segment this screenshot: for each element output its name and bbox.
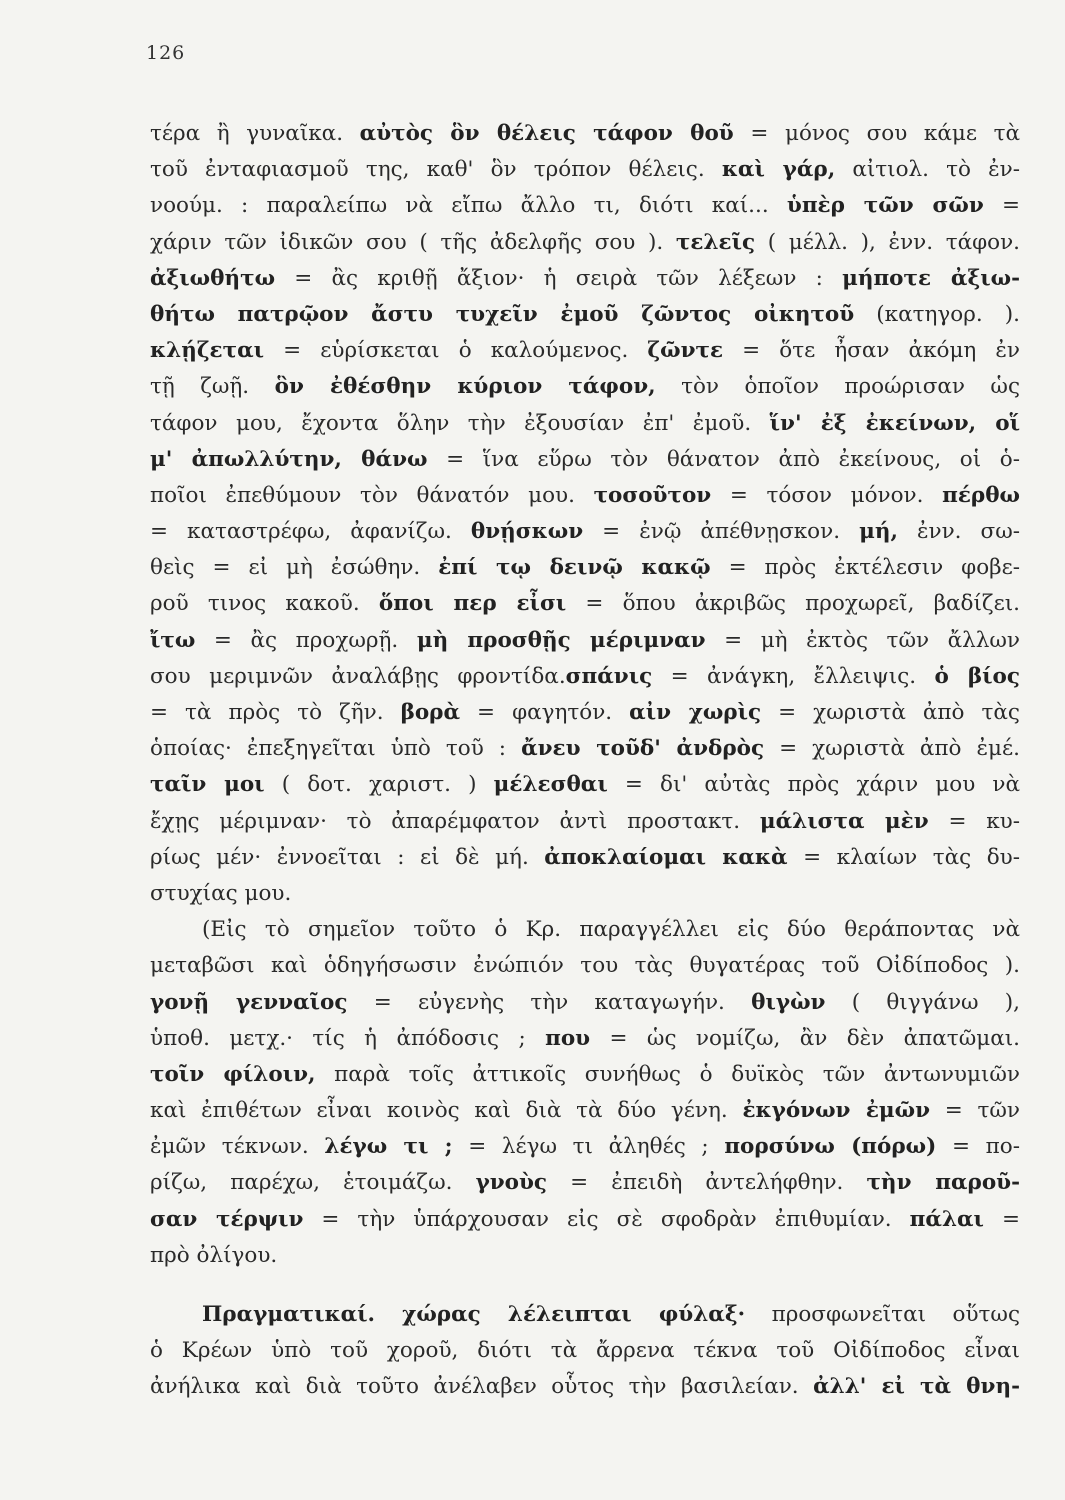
text-line: θεὶς = εἰ μὴ ἐσώθην. ἐπί τῳ δεινῷ κακῷ = πρὸς ἐκτέλεσιν φοβε- xyxy=(150,555,1020,581)
text-line: στυχίας μου. xyxy=(150,880,292,906)
text-line: ἀνήλικα καὶ διὰ τοῦτο ἀνέλαβεν οὗτος τὴν βασιλείαν. ἀλλ' εἰ τὰ θνη- xyxy=(150,1374,1020,1400)
text-line: ἐμῶν τέκνων. λέγω τι ; = λέγω τι ἀληθές ; πορσύνω (πόρω) = πο- xyxy=(150,1134,1020,1160)
commentary-text xyxy=(150,116,1020,1274)
text-line: τοῖν φίλοιν, παρὰ τοῖς ἀττικοῖς συνήθως ὁ δυϊκὸς τῶν ἀντωνυμιῶν xyxy=(150,1061,1020,1087)
text-line: τέρα ἢ γυναῖκα. αὐτὸς ὃν θέλεις τάφον θοῦ = μόνος σου κάμε τὰ xyxy=(150,121,1020,146)
text-line: ὁποίας· ἐπεξηγεῖται ὑπὸ τοῦ : ἄνευ τοῦδ' ἀνδρὸς = χωριστὰ ἀπὸ ἐμέ. xyxy=(150,736,1020,762)
text-line: = τὰ πρὸς τὸ ζῆν. βορὰ = φαγητόν. αἰν χωρὶς = χωριστὰ ἀπὸ τὰς xyxy=(150,700,1020,725)
text-line: γονῇ γενναῖος = εὐγενὴς τὴν καταγωγήν. θιγὼν ( θιγγάνω ), xyxy=(150,989,1021,1015)
section-heading-line: Πραγματικαί. χώρας λέλειπται φύλαξ· προσφωνεῖται οὕτως xyxy=(202,1302,1020,1327)
text-line: ρίζω, παρέχω, ἑτοιμάζω. γνοὺς = ἐπειδὴ ἀντελήφθην. τὴν παροῦ- xyxy=(150,1170,1021,1196)
text-line: ὁ Κρέων ὑπὸ τοῦ χοροῦ, διότι τὰ ἄρρενα τέκνα τοῦ Οἰδίποδος εἶναι xyxy=(150,1338,1020,1364)
text-line: μ' ἀπωλλύτην, θάνω = ἵνα εὕρω τὸν θάνατον ἀπὸ ἐκείνους, οἱ ὁ- xyxy=(150,446,1020,472)
text-line: ρίως μέν· ἐννοεῖται : εἰ δὲ μή. ἀποκλαίομαι κακὰ = κλαίων τὰς δυ- xyxy=(150,844,1021,870)
text-line: μεταβῶσι καὶ ὁδηγήσωσιν ἐνώπιόν του τὰς θυγατέρας τοῦ Οἰδίποδος ). xyxy=(150,953,1020,979)
text-line: σου μεριμνῶν ἀναλάβῃς φροντίδα.σπάνις = ἀνάγκη, ἔλλειψις. ὁ βίος xyxy=(150,663,1020,689)
text-line: ἀξιωθήτω = ἂς κριθῇ ἄξιον· ἡ σειρὰ τῶν λέξεων : μήποτε ἀξιω- xyxy=(150,265,1020,291)
text-line: πρὸ ὀλίγου. xyxy=(150,1242,278,1268)
text-line: τῇ ζωῇ. ὃν ἐθέσθην κύριον τάφον, τὸν ὁποῖον προώρισαν ὡς xyxy=(150,374,1020,400)
text-line: (Εἰς τὸ σημεῖον τοῦτο ὁ Κρ. παραγγέλλει εἰς δύο θεράποντας νὰ xyxy=(202,917,1020,943)
text-line: χάριν τῶν ἰδικῶν σου ( τῆς ἀδελφῆς σου ). τελεῖς ( μέλλ. ), ἐνν. τάφον. xyxy=(150,229,1021,255)
text-line: ἔχῃς μέριμναν· τὸ ἀπαρέμφατον ἀντὶ προστακτ. μάλιστα μὲν = κυ- xyxy=(150,808,1020,834)
text-line: ὑποθ. μετχ.· τίς ἡ ἀπόδοσις ; που = ὡς νομίζω, ἂν δὲν ἀπατῶμαι. xyxy=(150,1025,1020,1051)
text-line: καὶ ἐπιθέτων εἶναι κοινὸς καὶ διὰ τὰ δύο γένη. ἐκγόνων ἐμῶν = τῶν xyxy=(150,1098,1020,1124)
text-line: ταῖν μοι ( δοτ. χαριστ. ) μέλεσθαι = δι' αὐτὰς πρὸς χάριν μου νὰ xyxy=(150,772,1020,798)
text-line: ροῦ τινος κακοῦ. ὅποι περ εἶσι = ὅπου ἀκριβῶς προχωρεῖ, βαδίζει. xyxy=(150,591,1020,617)
text-line: κλῄζεται = εὑρίσκεται ὁ καλούμενος. ζῶντε = ὅτε ἦσαν ἀκόμη ἐν xyxy=(150,338,1020,364)
text-line: ἴτω = ἂς προχωρῇ. μὴ προσθῇς μέριμναν = μὴ ἐκτὸς τῶν ἄλλων xyxy=(150,627,1020,653)
text-line: σαν τέρψιν = τὴν ὑπάρχουσαν εἰς σὲ σφοδρὰν ἐπιθυμίαν. πάλαι = xyxy=(150,1206,1020,1232)
text-line: ποῖοι ἐπεθύμουν τὸν θάνατόν μου. τοσοῦτον = τόσον μόνον. πέρθω xyxy=(150,482,1021,508)
text-line: τοῦ ἐνταφιασμοῦ της, καθ' ὃν τρόπον θέλεις. καὶ γάρ, αἰτιολ. τὸ ἐν- xyxy=(150,157,1020,183)
text-line: = καταστρέφω, ἀφανίζω. θνῄσκων = ἐνῷ ἀπέθνῃσκον. μή, ἐνν. σω- xyxy=(150,519,1020,545)
practical-section xyxy=(150,1297,1020,1406)
page-number: 126 xyxy=(146,42,186,64)
text-line: τάφον μου, ἔχοντα ὅλην τὴν ἐξουσίαν ἐπ' ἐμοῦ. ἵν' ἐξ ἐκείνων, οἵ xyxy=(150,410,1020,436)
text-line: θήτω πατρῷον ἄστυ τυχεῖν ἐμοῦ ζῶντος οἰκητοῦ (κατηγορ. ). xyxy=(150,301,1020,327)
text-line: νοούμ. : παραλείπω νὰ εἴπω ἄλλο τι, διότι καί... ὑπὲρ τῶν σῶν = xyxy=(150,193,1020,219)
